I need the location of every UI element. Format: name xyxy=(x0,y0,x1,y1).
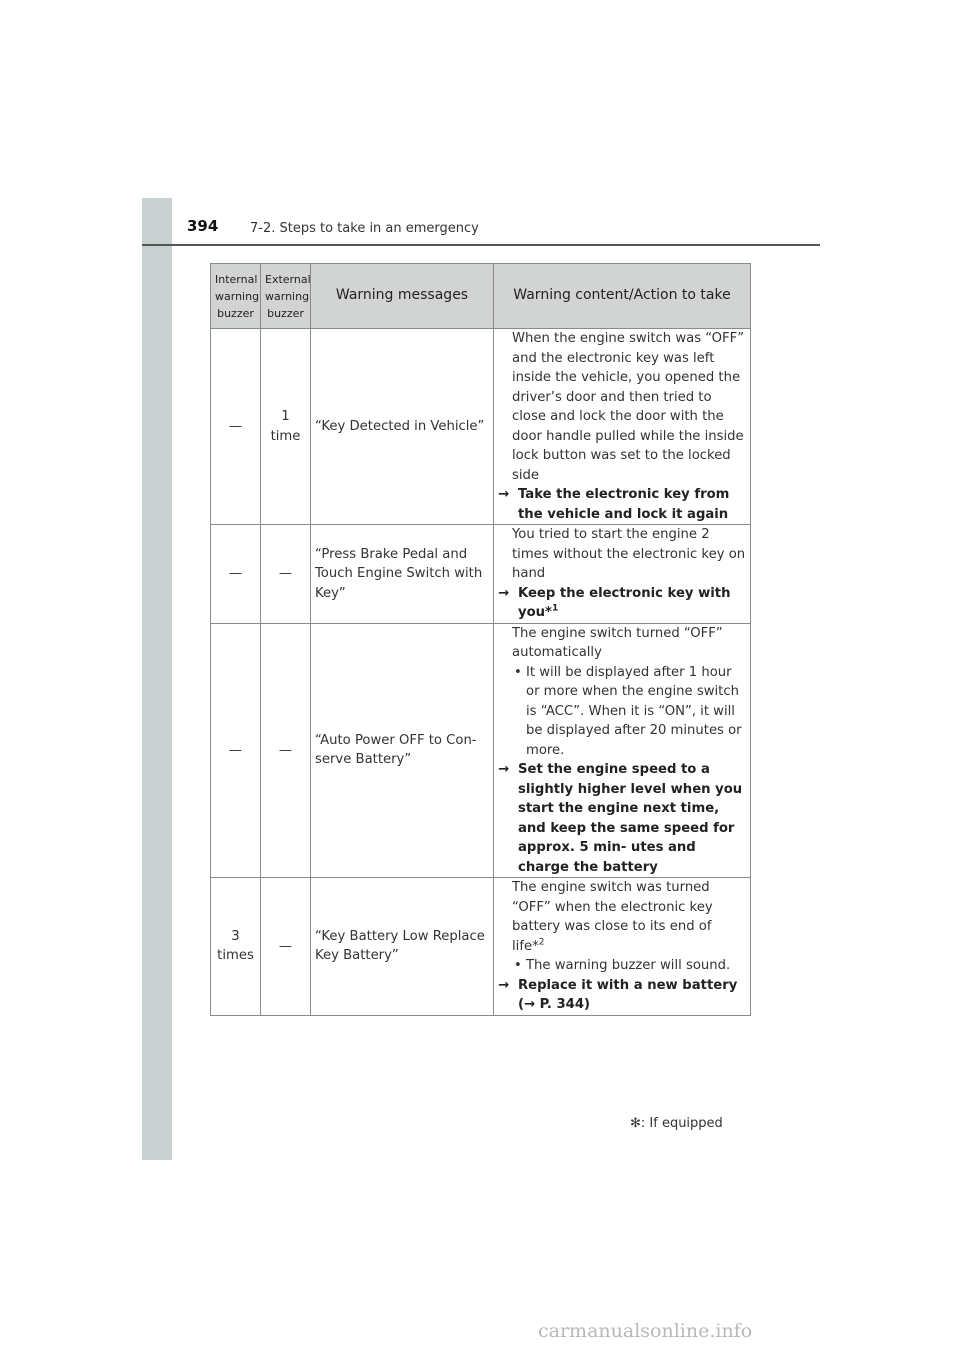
internal-buzzer-cell: 3 times xyxy=(211,878,261,1016)
action-to-take xyxy=(498,760,746,877)
table-row xyxy=(211,623,751,878)
table-row xyxy=(211,525,751,624)
footnote-ref: 2 xyxy=(538,937,545,948)
bullet-icon: • xyxy=(514,664,522,680)
bullet-text: The warning buzzer will sound. xyxy=(526,958,731,973)
internal-buzzer-cell: — xyxy=(211,329,261,525)
footnote-if-equipped: ✻: If equipped xyxy=(630,1116,723,1131)
action-text: Replace it with a new battery (→ P. 344) xyxy=(518,977,738,1012)
action-text: Keep the electronic key with you* xyxy=(518,585,731,620)
warning-message-cell: “Key Detected in Vehicle” xyxy=(311,329,494,525)
table-row xyxy=(211,329,751,525)
warning-table xyxy=(210,263,751,1016)
bullet-icon: • xyxy=(514,958,522,973)
arrow-icon: → xyxy=(498,977,510,993)
warning-message-cell: “Auto Power OFF to Con- serve Battery” xyxy=(311,623,494,878)
external-buzzer-cell: — xyxy=(261,623,311,878)
external-buzzer-cell: — xyxy=(261,878,311,1016)
internal-buzzer-cell: — xyxy=(211,525,261,624)
action-to-take xyxy=(498,976,746,1015)
warning-message-cell: “Press Brake Pedal and Touch Engine Switch with Key” xyxy=(311,525,494,624)
action-to-take xyxy=(498,584,746,623)
col-warning-content: Warning content/Action to take xyxy=(494,264,751,329)
bullet-note xyxy=(498,956,746,976)
page-header xyxy=(142,198,820,244)
warning-content-cell xyxy=(494,623,751,878)
internal-buzzer-cell: — xyxy=(211,623,261,878)
warning-content-cell xyxy=(494,329,751,525)
arrow-icon: → xyxy=(498,762,510,777)
watermark: carmanualsonline.info xyxy=(538,1320,753,1342)
warning-description: You tried to start the engine 2 times without the electronic key on hand xyxy=(512,527,746,581)
bullet-note xyxy=(498,663,746,761)
bullet-text: It will be displayed after 1 hour or more when the engine switch is “ACC”. When it is “ON”, it will be displayed after 20 minutes or more. xyxy=(526,664,742,758)
header-divider xyxy=(142,244,820,246)
warning-description xyxy=(498,878,746,956)
col-internal-buzzer: Internal warning buzzer xyxy=(211,264,261,329)
action-text: Take the electronic key from the vehicle and lock it again xyxy=(518,487,730,522)
page-number: 394 xyxy=(187,217,219,235)
table-row xyxy=(211,878,751,1016)
col-external-buzzer: External warning buzzer xyxy=(261,264,311,329)
external-buzzer-cell: — xyxy=(261,525,311,624)
warning-description: The engine switch turned “OFF” automatically xyxy=(512,625,723,660)
arrow-icon: → xyxy=(498,487,510,502)
chapter-side-strip xyxy=(142,198,172,1160)
warning-content-cell xyxy=(494,525,751,624)
table-header-row xyxy=(211,264,751,329)
col-warning-messages: Warning messages xyxy=(311,264,494,329)
section-title: 7-2. Steps to take in an emergency xyxy=(250,221,479,236)
external-buzzer-cell: 1 time xyxy=(261,329,311,525)
warning-description-text: The engine switch was turned “OFF” when the electronic key battery was close to its end of life* xyxy=(512,880,713,954)
warning-description: When the engine switch was “OFF” and the electronic key was left inside the vehicle, you opened the driver’s door and then tried to close and lock the door with the door handle pulled while the inside lock button was set to the locked side xyxy=(512,331,745,483)
footnote-ref: 1 xyxy=(551,603,559,614)
warning-message-cell: “Key Battery Low Replace Key Battery” xyxy=(311,878,494,1016)
warning-content-cell xyxy=(494,878,751,1016)
action-to-take xyxy=(498,485,746,524)
arrow-icon: → xyxy=(498,585,510,601)
action-text: Set the engine speed to a slightly higher level when you start the engine next time, and keep the same speed for approx. 5 min- utes and charge the battery xyxy=(518,762,743,875)
